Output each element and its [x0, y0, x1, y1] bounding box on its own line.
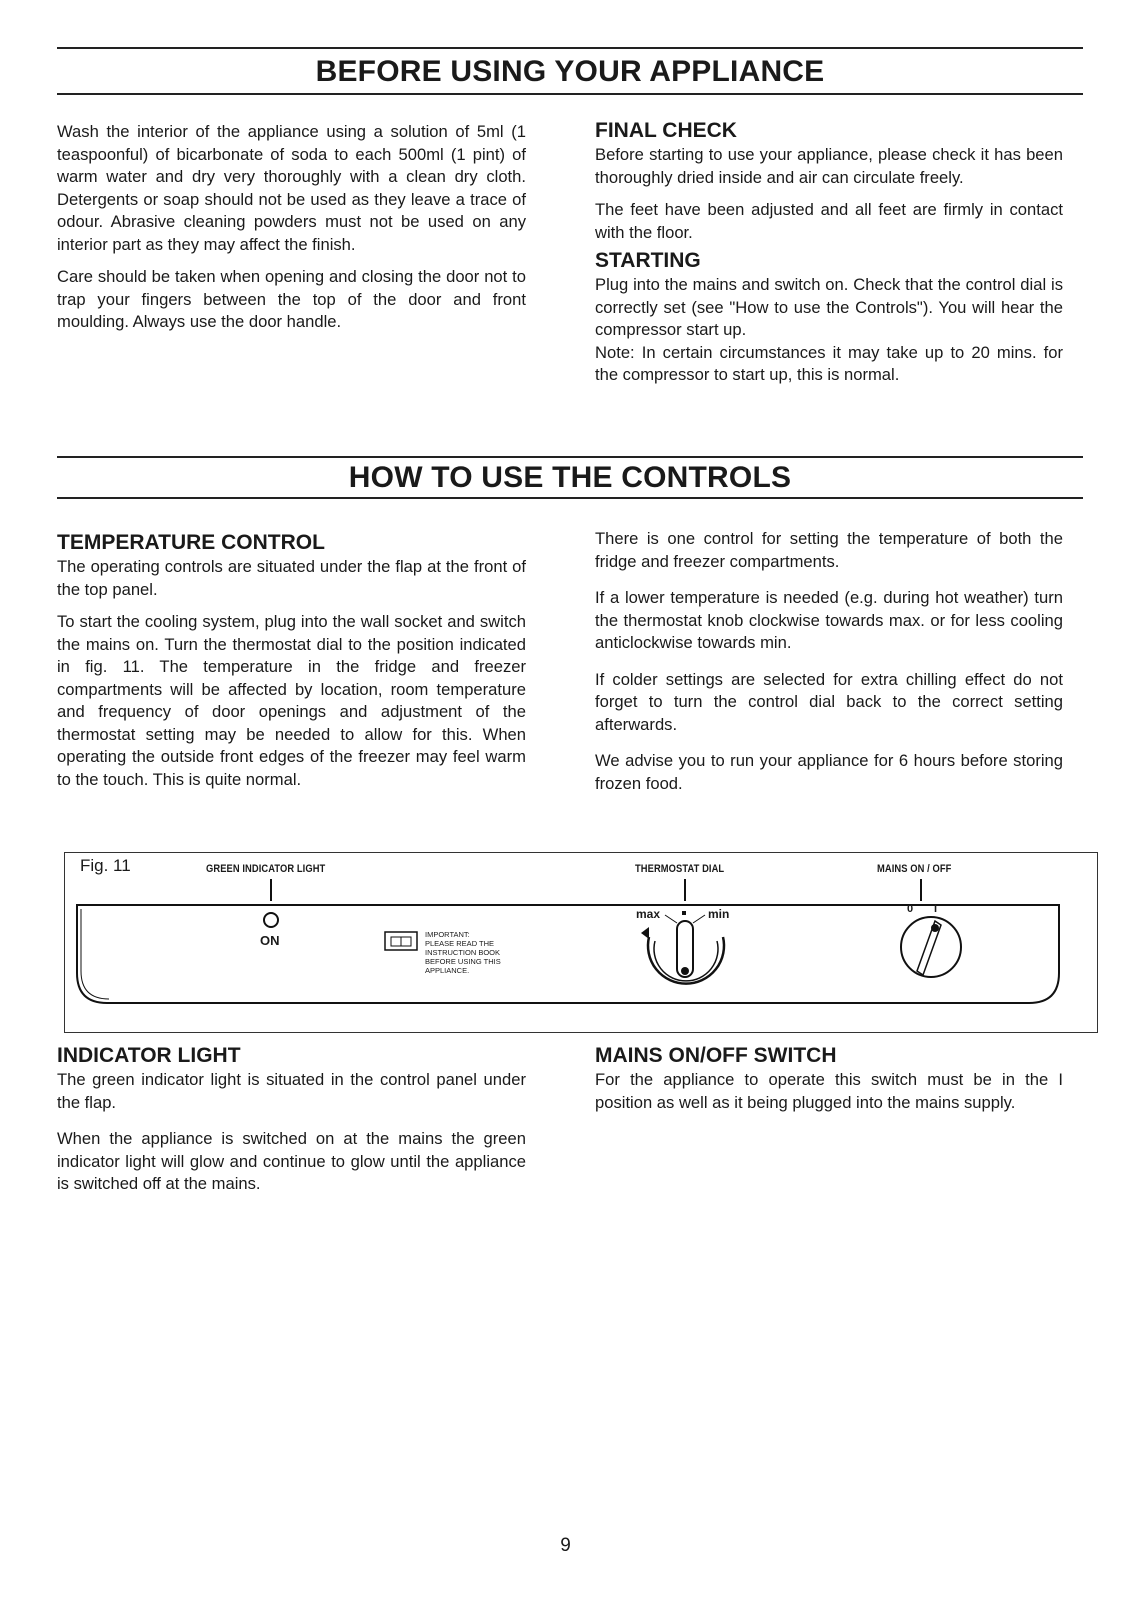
important-line-2: PLEASE READ THE: [425, 939, 495, 948]
dial-max-label: max: [636, 907, 661, 921]
important-line-3: INSTRUCTION BOOK: [425, 948, 501, 957]
figure-label: Fig. 11: [80, 856, 131, 875]
important-line-5: APPLIANCE.: [425, 966, 470, 975]
control-panel-drawing: [65, 853, 1097, 1032]
mains-on-off-label: MAINS ON / OFF: [877, 863, 952, 875]
final-check-p1: Before starting to use your appliance, please check it has been thoroughly dried inside and air can circulate freely.: [595, 145, 1063, 187]
controls-right-p1: There is one control for setting the temperature of both the fridge and freezer compartments.: [595, 529, 1063, 571]
controls-right-p2: If a lower temperature is needed (e.g. during hot weather) turn the thermostat knob clockwise towards max. or for less cooling anticlockwise towards min.: [595, 588, 1063, 652]
important-line-1: IMPORTANT:: [425, 930, 470, 939]
indicator-light-p2: When the appliance is switched on at the mains the green indicator light will glow and continue to glow until the appliance is switched off at the mains.: [57, 1129, 526, 1193]
final-check-p2: The feet have been adjusted and all feet are firmly in contact with the floor.: [595, 200, 1063, 242]
top-rule: [57, 47, 1083, 49]
title-underline: [57, 93, 1083, 95]
starting-p2: Note: In certain circumstances it may take up to 20 mins. for the compressor to start up, this is normal.: [595, 342, 1063, 384]
switch-off-label: 0: [907, 903, 914, 915]
before-using-right-column: [595, 118, 1063, 397]
controls-right-p4: We advise you to run your appliance for 6 hours before storing frozen food.: [595, 751, 1063, 793]
green-indicator-light-label: GREEN INDICATOR LIGHT: [206, 863, 326, 875]
temperature-control-column: [57, 530, 526, 801]
indicator-light-p1: The green indicator light is situated in the control panel under the flap.: [57, 1070, 526, 1112]
temperature-control-p2: To start the cooling system, plug into the wall socket and switch the mains on. Turn the thermostat dial to the position indicated in fig. 11. The temperature in the fridge and freezer compartments will be affected by location, room temperature and frequency of door openings and adjustment of the thermostat setting may be needed to allow for this. When operating the outside front edges of the freezer may feel warm to the touch. This is quite normal.: [57, 612, 526, 789]
important-line-4: BEFORE USING THIS: [425, 957, 501, 966]
starting-heading: STARTING: [595, 249, 701, 272]
mains-switch-p1: For the appliance to operate this switch must be in the I position as well as it being plugged into the mains supply.: [595, 1070, 1063, 1112]
dial-min-label: min: [708, 907, 730, 921]
figure-11-control-panel: [64, 852, 1098, 1033]
temperature-control-p1: The operating controls are situated under the flap at the front of the top panel.: [57, 557, 526, 599]
section-title-before-using: BEFORE USING YOUR APPLIANCE: [315, 55, 825, 88]
door-care-paragraph: Care should be taken when opening and closing the door not to trap your fingers between the top of the door and front moulding. Always use the door handle.: [57, 267, 526, 331]
indicator-light-column: [57, 1043, 526, 1206]
page-number: 9: [560, 1535, 571, 1556]
temperature-control-heading: TEMPERATURE CONTROL: [57, 531, 325, 554]
important-notice: [425, 930, 501, 975]
before-using-left-column: [57, 121, 526, 344]
thermostat-dial-label: THERMOSTAT DIAL: [635, 863, 725, 875]
controls-top-rule: [57, 456, 1083, 458]
starting-p1: Plug into the mains and switch on. Check that the control dial is correctly set (see "How to use the Controls"). You will hear the compressor start up.: [595, 275, 1063, 339]
switch-on-label: I: [934, 903, 938, 915]
final-check-heading: FINAL CHECK: [595, 119, 737, 142]
mains-switch-column: [595, 1043, 1063, 1124]
mains-switch-heading: MAINS ON/OFF SWITCH: [595, 1044, 837, 1067]
controls-right-p3: If colder settings are selected for extra chilling effect do not forget to turn the control dial back to the correct setting afterwards.: [595, 669, 1063, 734]
section-title-controls: HOW TO USE THE CONTROLS: [348, 461, 792, 494]
wash-paragraph: Wash the interior of the appliance using a solution of 5ml (1 teaspoonful) of bicarbonate of soda to each 500ml (1 pint) of warm water and dry very thoroughly with a clean dry cloth. Detergents or soap should not be used as they leave a trace of odour. Abrasive cleaning powders must not be used on any interior part as they may affect the finish.: [57, 122, 526, 254]
controls-right-column: [595, 528, 1063, 805]
indicator-light-heading: INDICATOR LIGHT: [57, 1044, 241, 1067]
controls-title-underline: [57, 497, 1083, 499]
on-label: ON: [260, 933, 280, 948]
